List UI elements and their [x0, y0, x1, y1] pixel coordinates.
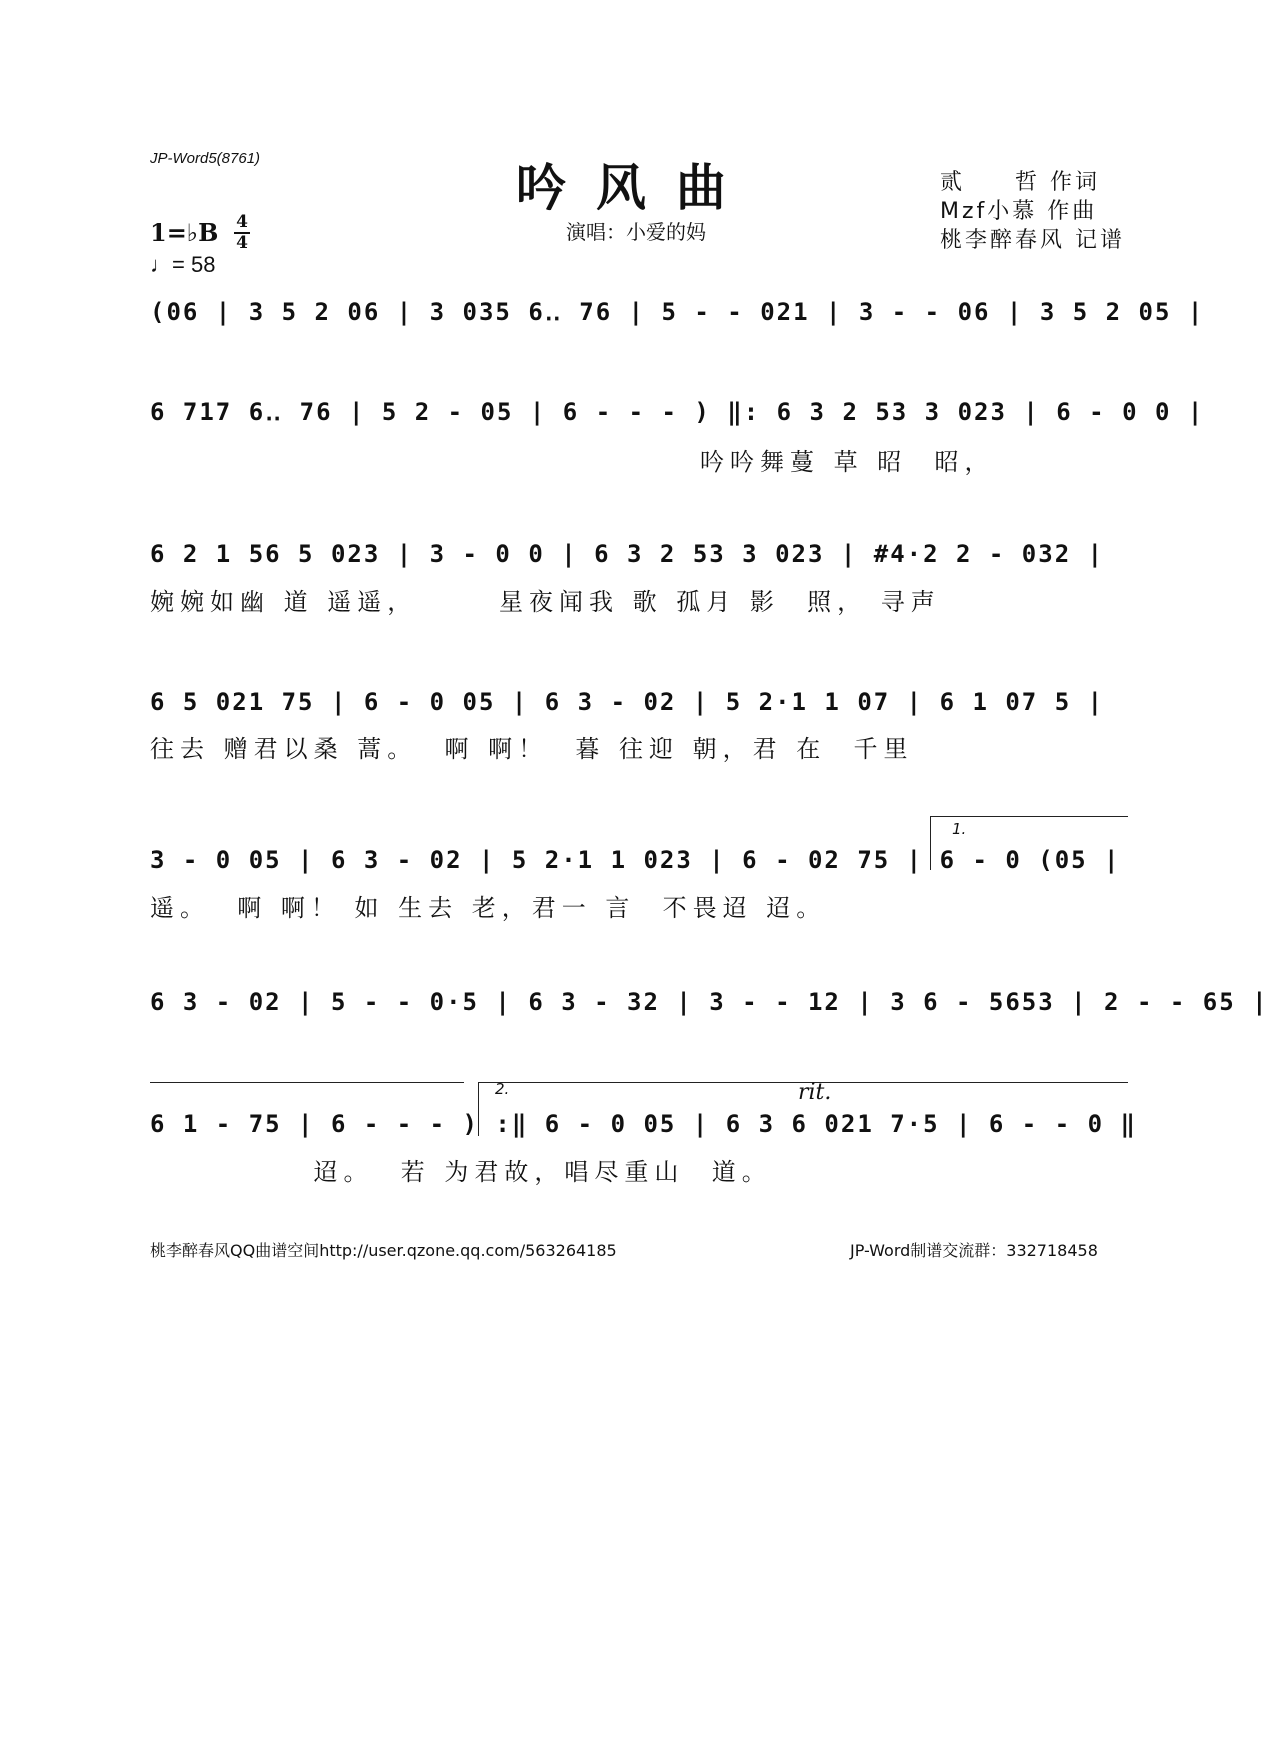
score-line-3: 6 2 1 56 5 023 | 3 - 0 0 | 6 3 2 53 3 023 | #4·2 2 - 032 | [150, 540, 1105, 568]
song-title: 吟风曲 [516, 158, 756, 217]
performer-credit: 演唱：小爱的妈 [566, 220, 706, 244]
score-line-1: (06 | 3 5 2 06 | 3 035 6‥ 76 | 5 - - 021 | 3 - - 06 | 3 5 2 05 | [150, 298, 1205, 326]
software-version: JP-Word5(8761) [150, 150, 261, 167]
score-line-4: 6 5 021 75 | 6 - 0 05 | 6 3 - 02 | 5 2·1 1 07 | 6 1 07 5 | [150, 688, 1105, 716]
volta-1-bracket [930, 816, 1128, 817]
score-line-5: 3 - 0 05 | 6 3 - 02 | 5 2·1 1 023 | 6 - 02 75 | 6 - 0 (05 | [150, 846, 1121, 874]
volta-2-label: 2. [495, 1080, 510, 1098]
time-signature-bottom: 4 [236, 233, 248, 253]
lyrics-line-7: 迢。 若 为君故，唱尽重山 道。 [150, 1158, 772, 1186]
time-signature [234, 214, 250, 252]
composer-credit: Mzf小慕 作曲 [940, 199, 1098, 224]
transcriber-credit: 桃李醉春风 记谱 [940, 228, 1125, 253]
volta-1-label: 1. [952, 820, 967, 838]
time-signature-top: 4 [236, 212, 248, 232]
footer-right: JP-Word制谱交流群：332718458 [850, 1241, 1098, 1260]
score-line-6: 6 3 - 02 | 5 - - 0·5 | 6 3 - 32 | 3 - - 12 | 3 6 - 5653 | 2 - - 65 | [150, 988, 1269, 1016]
tempo-marking: ♩= 58 [150, 252, 216, 277]
ritardando-marking: rit. [798, 1080, 832, 1105]
lyrics-line-5: 遥。 啊 啊！ 如 生去 老，君一 言 不畏迢 迢。 [150, 894, 827, 922]
volta-end-bracket [150, 1082, 464, 1083]
footer-left: 桃李醉春风QQ曲谱空间http://user.qzone.qq.com/563264185 [150, 1241, 617, 1260]
score-line-7: 6 1 - 75 | 6 - - - ) :‖ 6 - 0 05 | 6 3 6 021 7·5 | 6 - - 0 ‖ [150, 1110, 1137, 1138]
lyricist-credit: 贰 哲 作词 [940, 170, 1100, 195]
lyrics-line-3: 婉婉如幽 道 遥遥， 星夜闻我 歌 孤月 影 照， 寻声 [150, 588, 941, 616]
lyrics-line-2: 吟吟舞蔓 草 昭 昭， [700, 448, 995, 476]
score-line-2: 6 717 6‥ 76 | 5 2 - 05 | 6 - - - ) ‖: 6 3 2 53 3 023 | 6 - 0 0 | [150, 398, 1205, 426]
key-signature: 1=♭B [150, 218, 219, 247]
lyrics-line-4: 往去 赠君以桑 蒿。 啊 啊！ 暮 往迎 朝，君 在 千里 [150, 735, 914, 763]
